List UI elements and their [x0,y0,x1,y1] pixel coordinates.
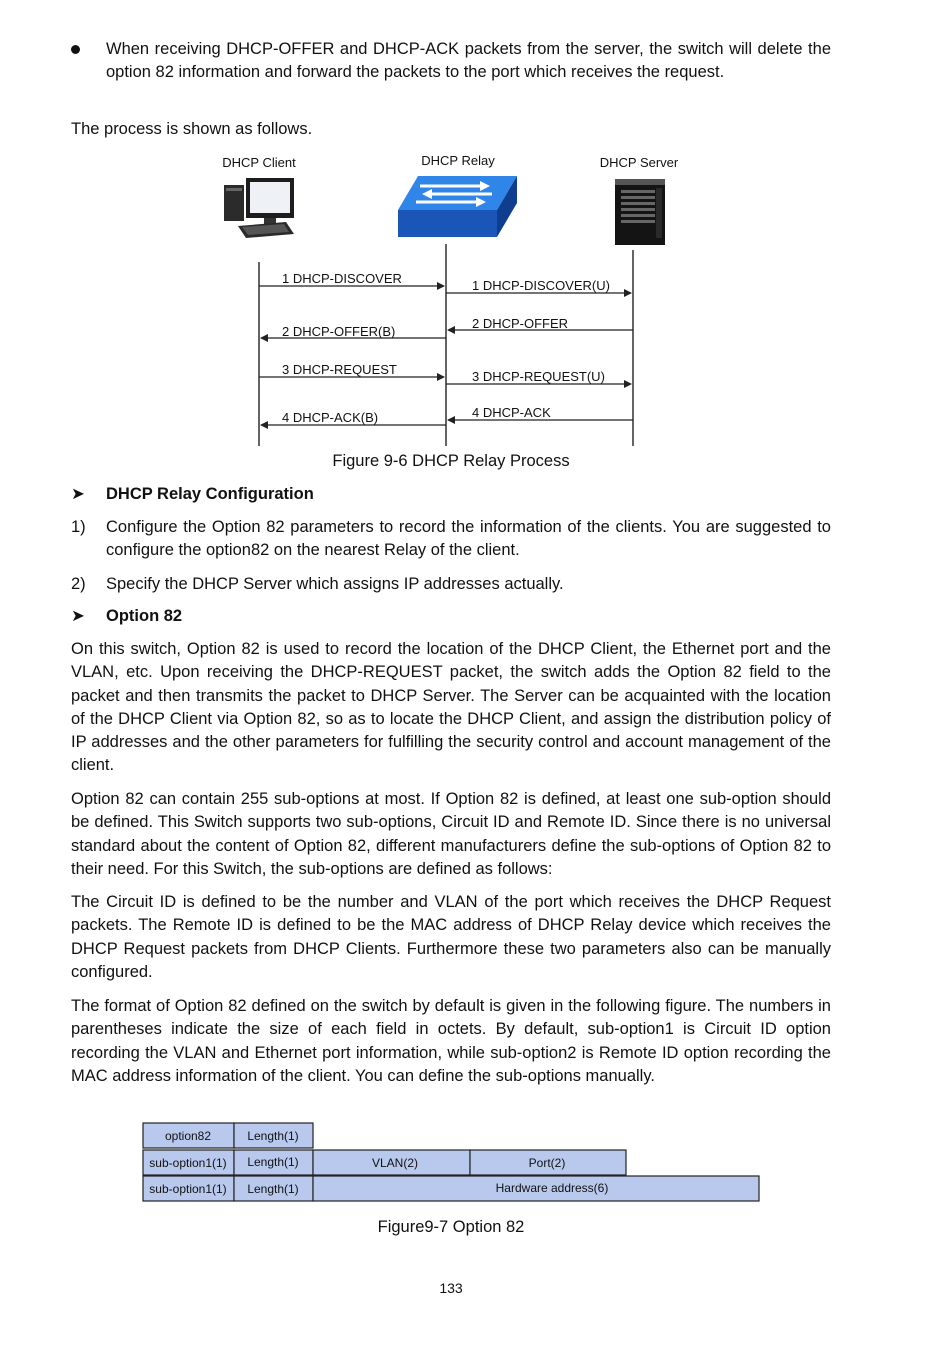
server-icon [615,179,665,245]
paragraph: The Circuit ID is defined to be the number and VLAN of the port which receives the DHCP Request packets. The Remote ID is defined to be the MAC address of DHCP Relay device which receives the DHCP Request packets from DHCP Clients. Furthermore these two parameters also can be manually configured. [71,893,831,981]
paragraph: On this switch, Option 82 is used to record the location of the DHCP Client, the Ethernet port and the VLAN, etc. Upon receiving the DHCP-REQUEST packet, the switch adds the Option 82 field to the packet and then transmits the packet to DHCP Server. The Server can be acquainted with the location of the DHCP Client via Option 82, so as to locate the DHCP Client, and assign the distribution policy of IP addresses and the other parameters for fulfilling the security control and account management of the client. [71,640,831,775]
msg-left-3: 3 DHCP-REQUEST [282,362,397,377]
cell-label: sub-option1(1) [149,1156,227,1170]
msg-right-3: 3 DHCP-REQUEST(U) [472,369,605,384]
cell-label: sub-option1(1) [149,1182,227,1196]
msg-left-1: 1 DHCP-DISCOVER [282,271,402,286]
cell-label: Port(2) [528,1156,566,1170]
list-number: 2) [71,575,86,593]
dhcp-server-label: DHCP Server [599,155,679,170]
msg-right-2: 2 DHCP-OFFER [472,316,569,331]
msg-left-2: 2 DHCP-OFFER(B) [282,324,396,339]
arrow-bullet-icon: ➤ [71,607,85,625]
list-item: Configure the Option 82 parameters to record the information of the clients. You are suggested to configure the option82 on the nearest Relay of the client. [106,518,831,560]
paragraph: The format of Option 82 defined on the switch by default is given in the following figure. The numbers in parentheses indicate the size of each field in octets. By default, sub-option1 is Circuit ID option recording the VLAN and Ethernet port information, while sub-option2 is Remote ID option recording the MAC address information of the client. You can define the sub-options manually. [71,997,831,1085]
figure2-caption: Figure9-7 Option 82 [377,1218,525,1236]
cell-label: Length(1) [247,1129,299,1143]
bullet-intro-text: When receiving DHCP-OFFER and DHCP-ACK packets from the server, the switch will delete the option 82 information and forward the packets to the port which receives the request. [106,40,831,82]
cell-label: VLAN(2) [371,1156,419,1170]
msg-right-4: 4 DHCP-ACK [472,405,551,420]
cell-label: option82 [164,1129,212,1143]
cell-label: Length(1) [247,1155,299,1169]
bullet-dot [71,45,80,54]
arrow-bullet-icon: ➤ [71,485,85,503]
dhcp-relay-label: DHCP Relay [421,153,495,168]
section2-heading: Option 82 [106,607,183,625]
dhcp-relay-process-figure [200,148,700,450]
paragraph: Option 82 can contain 255 sub-options at most. If Option 82 is defined, at least one sub-option should be defined. This Switch supports two sub-options, Circuit ID and Remote ID. Since there is no universal standard about the content of Option 82, different manufacturers define the sub-options of Option 82 to their need. For this Switch, the sub-options are defined as follows: [71,790,831,878]
list-number: 1) [71,518,86,536]
computer-icon [224,178,294,238]
msg-left-4: 4 DHCP-ACK(B) [282,410,379,425]
dhcp-client-label: DHCP Client [222,155,296,170]
msg-right-1: 1 DHCP-DISCOVER(U) [472,278,610,293]
page-number: 133 [439,1280,463,1296]
list-item: Specify the DHCP Server which assigns IP addresses actually. [106,575,564,593]
cell-label: Hardware address(6) [495,1181,609,1195]
process-intro: The process is shown as follows. [71,120,313,138]
section1-heading: DHCP Relay Configuration [106,485,314,503]
switch-icon [398,176,517,237]
figure1-caption: Figure 9-6 DHCP Relay Process [332,452,570,470]
cell-label: Length(1) [247,1182,299,1196]
option82-format-figure [140,1118,764,1206]
